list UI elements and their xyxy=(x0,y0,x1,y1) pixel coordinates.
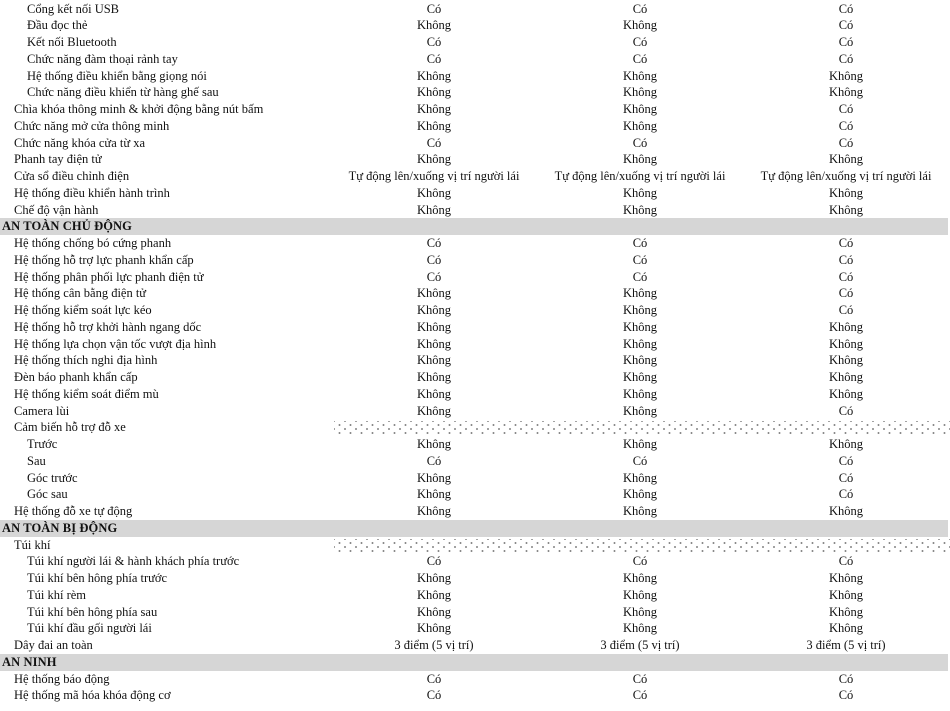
value-cell-1: Không xyxy=(416,319,452,334)
value-cell-3: Có xyxy=(838,51,854,66)
value-cell-3: Không xyxy=(828,571,864,585)
table-row xyxy=(0,34,950,51)
row-label: Hệ thống điều khiển hành trình xyxy=(14,185,170,200)
value-cell-3: Không xyxy=(828,386,864,401)
row-label: Hệ thống mã hóa khóa động cơ xyxy=(14,688,171,703)
value-cell-2: Không xyxy=(622,487,658,502)
value-cell-3: Có xyxy=(838,135,854,150)
value-cell-3: Không xyxy=(828,621,864,636)
table-row xyxy=(0,637,950,654)
row-label: Trước xyxy=(27,437,58,451)
value-cell-1: Không xyxy=(416,68,452,83)
table-row xyxy=(0,68,950,85)
row-label: Hệ thống phân phối lực phanh điện tử xyxy=(14,269,204,284)
row-label: Hệ thống cân bằng điện tử xyxy=(14,286,147,301)
value-cell-2: Có xyxy=(632,453,648,468)
table-row xyxy=(0,269,950,286)
table-row xyxy=(0,403,950,420)
value-cell-3: Có xyxy=(838,269,854,284)
section-title: AN TOÀN CHỦ ĐỘNG xyxy=(2,219,132,234)
row-label: Kết nối Bluetooth xyxy=(27,35,117,49)
row-label: Chức năng khóa cửa từ xa xyxy=(14,135,146,150)
row-label: Góc sau xyxy=(27,487,68,502)
table-row xyxy=(0,503,950,520)
value-cell-1: Không xyxy=(416,336,452,351)
value-cell-2: Có xyxy=(632,671,648,686)
row-label: Đầu đọc thẻ xyxy=(27,18,88,33)
value-cell-2: Không xyxy=(622,85,658,100)
value-cell-2: Không xyxy=(622,286,658,301)
value-cell-2: Tự động lên/xuống vị trí người lái xyxy=(554,169,726,183)
table-row xyxy=(0,436,950,453)
table-row xyxy=(0,453,950,470)
value-cell-1: Có xyxy=(426,453,442,468)
value-cell-1: Có xyxy=(426,269,442,284)
table-row xyxy=(0,369,950,386)
row-label: Cửa sổ điều chỉnh điện xyxy=(14,169,130,183)
value-cell-1: Không xyxy=(416,303,452,317)
value-cell-2: 3 điểm (5 vị trí) xyxy=(600,638,680,652)
value-cell-3: Không xyxy=(828,604,864,619)
table-row xyxy=(0,285,950,302)
value-cell-3: Không xyxy=(828,202,864,217)
value-cell-2: Có xyxy=(632,51,648,66)
table-row xyxy=(0,118,950,135)
table-row xyxy=(0,470,950,487)
value-cell-3: Không xyxy=(828,185,864,200)
value-cell-2: Không xyxy=(622,353,658,368)
value-cell-3: Không xyxy=(828,85,864,100)
value-cell-3: Không xyxy=(828,587,864,602)
row-label: Hệ thống điều khiển bằng giọng nói xyxy=(27,68,207,83)
value-cell-1: Không xyxy=(416,286,452,301)
row-label: Camera lùi xyxy=(14,403,70,418)
value-cell-3: Không xyxy=(828,370,864,384)
table-row xyxy=(0,84,950,101)
table-row xyxy=(0,235,950,252)
value-cell-3: Có xyxy=(838,102,854,116)
section-header xyxy=(0,654,948,671)
value-cell-1: Có xyxy=(426,236,442,250)
value-cell-1: Tự động lên/xuống vị trí người lái xyxy=(348,169,520,183)
value-cell-2: Có xyxy=(632,1,648,16)
row-label: Túi khí xyxy=(14,537,51,552)
value-cell-1: Có xyxy=(426,35,442,49)
value-cell-2: Không xyxy=(622,571,658,585)
value-cell-3: Có xyxy=(838,303,854,317)
section-title: AN NINH xyxy=(2,654,57,669)
value-cell-2: Không xyxy=(622,118,658,133)
value-cell-2: Có xyxy=(632,35,648,49)
value-cell-3: Có xyxy=(838,453,854,468)
value-cell-3: Có xyxy=(838,554,854,569)
row-label: Góc trước xyxy=(27,470,78,485)
row-label: Hệ thống báo động xyxy=(14,671,110,686)
table-row xyxy=(0,604,950,621)
value-cell-1: Không xyxy=(416,118,452,133)
value-cell-3: Không xyxy=(828,353,864,368)
value-cell-2: Có xyxy=(632,688,648,703)
value-cell-1: Không xyxy=(416,470,452,485)
value-cell-3: Có xyxy=(838,252,854,267)
section-header xyxy=(0,520,948,537)
row-label: Túi khí người lái & hành khách phía trước xyxy=(27,554,240,569)
row-label: Túi khí rèm xyxy=(27,587,87,602)
value-cell-1: 3 điểm (5 vị trí) xyxy=(394,638,474,652)
dotted-pattern-fill xyxy=(334,539,950,552)
table-row xyxy=(0,168,950,185)
table-row xyxy=(0,101,950,118)
value-cell-3: Không xyxy=(828,319,864,334)
value-cell-1: Có xyxy=(426,554,442,569)
value-cell-3: Có xyxy=(838,35,854,49)
row-label: Chức năng mở cửa thông minh xyxy=(14,118,170,133)
value-cell-2: Có xyxy=(632,554,648,569)
table-row xyxy=(0,486,950,503)
table-row xyxy=(0,386,950,403)
row-label: Hệ thống lựa chọn vận tốc vượt địa hình xyxy=(14,336,217,351)
row-label: Chức năng đàm thoại rảnh tay xyxy=(27,51,178,66)
value-cell-2: Không xyxy=(622,319,658,334)
table-row xyxy=(0,553,950,570)
group-row xyxy=(0,419,950,436)
row-label: Dây đai an toàn xyxy=(14,638,93,652)
value-cell-1: Có xyxy=(426,135,442,150)
row-label: Chức năng điều khiển từ hàng ghế sau xyxy=(27,85,219,100)
value-cell-3: Có xyxy=(838,671,854,686)
row-label: Hệ thống đỗ xe tự động xyxy=(14,504,133,518)
value-cell-1: Không xyxy=(416,504,452,518)
value-cell-1: Không xyxy=(416,587,452,602)
value-cell-3: 3 điểm (5 vị trí) xyxy=(806,638,886,652)
table-row xyxy=(0,687,950,704)
row-label: Hệ thống kiểm soát điểm mù xyxy=(14,386,159,401)
table-row xyxy=(0,1,950,18)
value-cell-2: Không xyxy=(622,202,658,217)
value-cell-2: Có xyxy=(632,252,648,267)
table-row xyxy=(0,185,950,202)
value-cell-2: Không xyxy=(622,102,658,116)
row-label: Cổng kết nối USB xyxy=(27,1,120,16)
row-label: Đèn báo phanh khẩn cấp xyxy=(14,370,138,384)
value-cell-2: Không xyxy=(622,370,658,384)
row-label: Phanh tay điện tử xyxy=(14,152,102,167)
value-cell-1: Không xyxy=(416,370,452,384)
row-label: Túi khí bên hông phía sau xyxy=(27,604,158,619)
value-cell-1: Không xyxy=(416,18,452,33)
table-row xyxy=(0,302,950,319)
value-cell-2: Có xyxy=(632,269,648,284)
value-cell-2: Không xyxy=(622,587,658,602)
value-cell-2: Không xyxy=(622,18,658,33)
row-label: Hệ thống chống bó cứng phanh xyxy=(14,236,172,250)
value-cell-2: Không xyxy=(622,437,658,451)
group-row xyxy=(0,537,950,554)
spec-table xyxy=(0,1,950,705)
value-cell-1: Không xyxy=(416,185,452,200)
value-cell-1: Không xyxy=(416,571,452,585)
value-cell-2: Không xyxy=(622,403,658,418)
value-cell-2: Không xyxy=(622,152,658,167)
value-cell-1: Không xyxy=(416,621,452,636)
value-cell-1: Không xyxy=(416,487,452,502)
value-cell-2: Không xyxy=(622,604,658,619)
value-cell-1: Không xyxy=(416,152,452,167)
value-cell-2: Không xyxy=(622,68,658,83)
value-cell-3: Tự động lên/xuống vị trí người lái xyxy=(760,169,932,183)
value-cell-2: Không xyxy=(622,336,658,351)
value-cell-1: Có xyxy=(426,1,442,16)
value-cell-1: Không xyxy=(416,437,452,451)
table-row xyxy=(0,352,950,369)
value-cell-1: Không xyxy=(416,604,452,619)
value-cell-3: Có xyxy=(838,487,854,502)
row-label: Hệ thống thích nghi địa hình xyxy=(14,353,158,368)
row-label: Túi khí bên hông phía trước xyxy=(27,571,168,585)
table-row xyxy=(0,620,950,637)
row-label: Cảm biến hỗ trợ đỗ xe xyxy=(14,420,126,435)
value-cell-3: Không xyxy=(828,152,864,167)
value-cell-1: Có xyxy=(426,51,442,66)
value-cell-3: Không xyxy=(828,504,864,518)
value-cell-1: Không xyxy=(416,353,452,368)
value-cell-3: Có xyxy=(838,470,854,485)
value-cell-1: Không xyxy=(416,403,452,418)
row-label: Hệ thống kiểm soát lực kéo xyxy=(14,303,152,317)
value-cell-2: Không xyxy=(622,504,658,518)
value-cell-3: Không xyxy=(828,68,864,83)
value-cell-1: Không xyxy=(416,202,452,217)
table-row xyxy=(0,587,950,604)
value-cell-3: Không xyxy=(828,437,864,451)
value-cell-3: Có xyxy=(838,118,854,133)
value-cell-3: Có xyxy=(838,688,854,703)
value-cell-2: Có xyxy=(632,135,648,150)
value-cell-3: Không xyxy=(828,336,864,351)
table-row xyxy=(0,671,950,688)
value-cell-1: Không xyxy=(416,85,452,100)
dotted-pattern-fill xyxy=(334,421,950,434)
table-row xyxy=(0,336,950,353)
value-cell-2: Có xyxy=(632,236,648,250)
row-label: Hệ thống hỗ trợ lực phanh khẩn cấp xyxy=(14,252,194,267)
value-cell-1: Có xyxy=(426,252,442,267)
table-row xyxy=(0,202,950,219)
table-row xyxy=(0,17,950,34)
value-cell-2: Không xyxy=(622,470,658,485)
value-cell-1: Không xyxy=(416,102,452,116)
row-label: Túi khí đầu gối người lái xyxy=(27,621,152,636)
value-cell-2: Không xyxy=(622,386,658,401)
value-cell-2: Không xyxy=(622,303,658,317)
value-cell-2: Không xyxy=(622,185,658,200)
table-row xyxy=(0,135,950,152)
table-row xyxy=(0,51,950,68)
section-title: AN TOÀN BỊ ĐỘNG xyxy=(2,520,118,535)
table-row xyxy=(0,570,950,587)
row-label: Sau xyxy=(27,453,46,468)
value-cell-1: Có xyxy=(426,671,442,686)
row-label: Chế độ vận hành xyxy=(14,202,99,217)
table-row xyxy=(0,252,950,269)
value-cell-3: Có xyxy=(838,236,854,250)
table-row xyxy=(0,319,950,336)
value-cell-3: Có xyxy=(838,18,854,33)
value-cell-1: Có xyxy=(426,688,442,703)
row-label: Chìa khóa thông minh & khởi động bằng nút bấm xyxy=(14,102,264,116)
value-cell-2: Không xyxy=(622,621,658,636)
table-row xyxy=(0,151,950,168)
section-header xyxy=(0,218,948,235)
value-cell-1: Không xyxy=(416,386,452,401)
value-cell-3: Có xyxy=(838,1,854,16)
value-cell-3: Có xyxy=(838,403,854,418)
value-cell-3: Có xyxy=(838,286,854,301)
row-label: Hệ thống hỗ trợ khởi hành ngang dốc xyxy=(14,319,202,334)
